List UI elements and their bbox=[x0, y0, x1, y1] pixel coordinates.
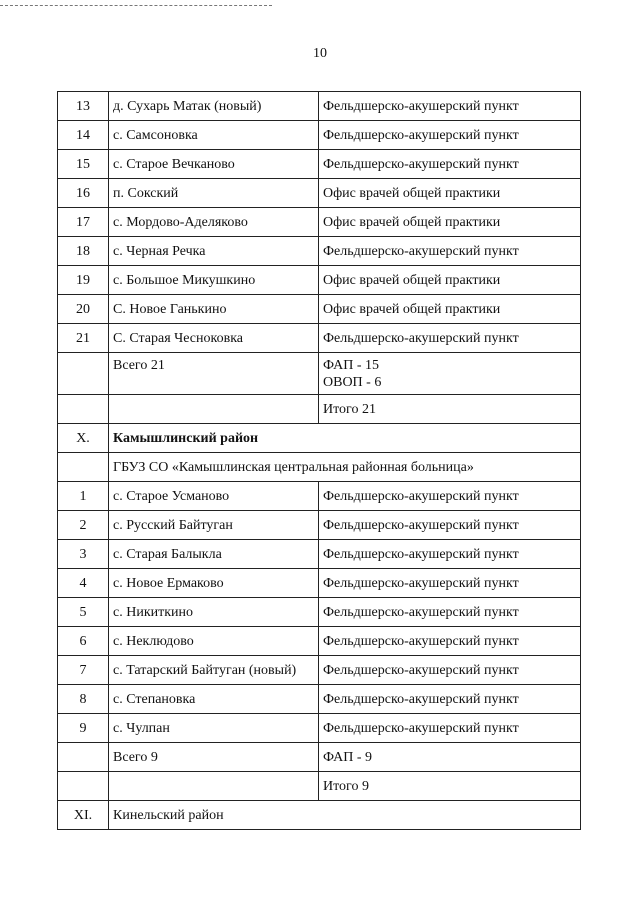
table-row bbox=[58, 482, 581, 511]
settlement-name: с. Старая Балыкла bbox=[109, 540, 319, 569]
row-number: 2 bbox=[58, 511, 109, 540]
facility-type: Фельдшерско-акушерский пункт bbox=[319, 627, 581, 656]
table-row bbox=[58, 324, 581, 353]
empty-cell bbox=[109, 772, 319, 801]
facility-type: Фельдшерско-акушерский пункт bbox=[319, 598, 581, 627]
settlement-name: С. Старая Чесноковка bbox=[109, 324, 319, 353]
facility-type: Офис врачей общей практики bbox=[319, 179, 581, 208]
table-row bbox=[58, 179, 581, 208]
table-row bbox=[58, 511, 581, 540]
facility-type: Фельдшерско-акушерский пункт bbox=[319, 150, 581, 179]
facility-type: Фельдшерско-акушерский пункт bbox=[319, 511, 581, 540]
settlement-name: с. Чулпан bbox=[109, 714, 319, 743]
facility-type: Офис врачей общей практики bbox=[319, 295, 581, 324]
facility-type: Фельдшерско-акушерский пункт bbox=[319, 237, 581, 266]
settlement-name: д. Сухарь Матак (новый) bbox=[109, 92, 319, 121]
facility-type: Фельдшерско-акушерский пункт bbox=[319, 121, 581, 150]
table-row bbox=[58, 656, 581, 685]
ovop-count: ОВОП - 6 bbox=[323, 375, 382, 390]
summary-row bbox=[58, 743, 581, 772]
settlement-name: с. Мордово-Аделяково bbox=[109, 208, 319, 237]
settlement-name: с. Степановка bbox=[109, 685, 319, 714]
row-number: 21 bbox=[58, 324, 109, 353]
settlement-name: с. Татарский Байтуган (новый) bbox=[109, 656, 319, 685]
empty-cell bbox=[58, 743, 109, 772]
facility-type: Фельдшерско-акушерский пункт bbox=[319, 685, 581, 714]
summary-row bbox=[58, 353, 581, 395]
settlement-name: с. Старое Вечканово bbox=[109, 150, 319, 179]
fap-count: ФАП - 15 bbox=[323, 358, 380, 373]
table-row bbox=[58, 540, 581, 569]
empty-cell bbox=[58, 453, 109, 482]
row-number: 13 bbox=[58, 92, 109, 121]
empty-cell bbox=[58, 353, 109, 395]
settlement-name: с. Большое Микушкино bbox=[109, 266, 319, 295]
row-number: 15 bbox=[58, 150, 109, 179]
table-row bbox=[58, 208, 581, 237]
fap-count: ФАП - 9 bbox=[319, 743, 581, 772]
facility-type: Фельдшерско-акушерский пункт bbox=[319, 714, 581, 743]
settlement-name: с. Неклюдово bbox=[109, 627, 319, 656]
settlement-name: с. Самсоновка bbox=[109, 121, 319, 150]
row-number: 7 bbox=[58, 656, 109, 685]
table-row bbox=[58, 714, 581, 743]
section-roman-numeral: XI. bbox=[58, 801, 109, 830]
table-row bbox=[58, 121, 581, 150]
facility-type: Фельдшерско-акушерский пункт bbox=[319, 540, 581, 569]
row-number: 16 bbox=[58, 179, 109, 208]
district-name: Камышлинский район bbox=[109, 424, 581, 453]
table-row bbox=[58, 266, 581, 295]
table-row bbox=[58, 295, 581, 324]
empty-cell bbox=[58, 395, 109, 424]
row-number: 5 bbox=[58, 598, 109, 627]
facility-type: Фельдшерско-акушерский пункт bbox=[319, 92, 581, 121]
section-roman-numeral: X. bbox=[58, 424, 109, 453]
row-number: 14 bbox=[58, 121, 109, 150]
itogo-total: Итого 9 bbox=[319, 772, 581, 801]
facility-type: Фельдшерско-акушерский пункт bbox=[319, 656, 581, 685]
settlement-name: с. Новое Ермаково bbox=[109, 569, 319, 598]
facility-type: Офис врачей общей практики bbox=[319, 208, 581, 237]
empty-cell bbox=[58, 772, 109, 801]
section-header-row bbox=[58, 424, 581, 453]
facilities-table bbox=[57, 91, 581, 830]
empty-cell bbox=[109, 395, 319, 424]
hospital-row bbox=[58, 453, 581, 482]
row-number: 4 bbox=[58, 569, 109, 598]
row-number: 20 bbox=[58, 295, 109, 324]
page-number: 10 bbox=[313, 46, 327, 61]
row-number: 17 bbox=[58, 208, 109, 237]
facility-type: Фельдшерско-акушерский пункт bbox=[319, 569, 581, 598]
total-label: Всего 9 bbox=[109, 743, 319, 772]
total-breakdown bbox=[319, 353, 581, 395]
settlement-name: п. Сокский bbox=[109, 179, 319, 208]
row-number: 18 bbox=[58, 237, 109, 266]
itogo-row bbox=[58, 395, 581, 424]
itogo-total: Итого 21 bbox=[319, 395, 581, 424]
facility-type: Фельдшерско-акушерский пункт bbox=[319, 324, 581, 353]
section-header-row bbox=[58, 801, 581, 830]
table-row bbox=[58, 150, 581, 179]
settlement-name: с. Старое Усманово bbox=[109, 482, 319, 511]
row-number: 6 bbox=[58, 627, 109, 656]
total-label: Всего 21 bbox=[109, 353, 319, 395]
itogo-row bbox=[58, 772, 581, 801]
row-number: 19 bbox=[58, 266, 109, 295]
settlement-name: С. Новое Ганькино bbox=[109, 295, 319, 324]
table-row bbox=[58, 92, 581, 121]
row-number: 9 bbox=[58, 714, 109, 743]
table-row bbox=[58, 598, 581, 627]
facility-type: Фельдшерско-акушерский пункт bbox=[319, 482, 581, 511]
district-name: Кинельский район bbox=[109, 801, 581, 830]
row-number: 3 bbox=[58, 540, 109, 569]
settlement-name: с. Черная Речка bbox=[109, 237, 319, 266]
table-row bbox=[58, 627, 581, 656]
table-row bbox=[58, 237, 581, 266]
table-row bbox=[58, 685, 581, 714]
facility-type: Офис врачей общей практики bbox=[319, 266, 581, 295]
table-row bbox=[58, 569, 581, 598]
top-dashed-rule bbox=[0, 5, 272, 6]
row-number: 1 bbox=[58, 482, 109, 511]
settlement-name: с. Русский Байтуган bbox=[109, 511, 319, 540]
row-number: 8 bbox=[58, 685, 109, 714]
settlement-name: с. Никиткино bbox=[109, 598, 319, 627]
hospital-name: ГБУЗ СО «Камышлинская центральная районная больница» bbox=[109, 453, 581, 482]
